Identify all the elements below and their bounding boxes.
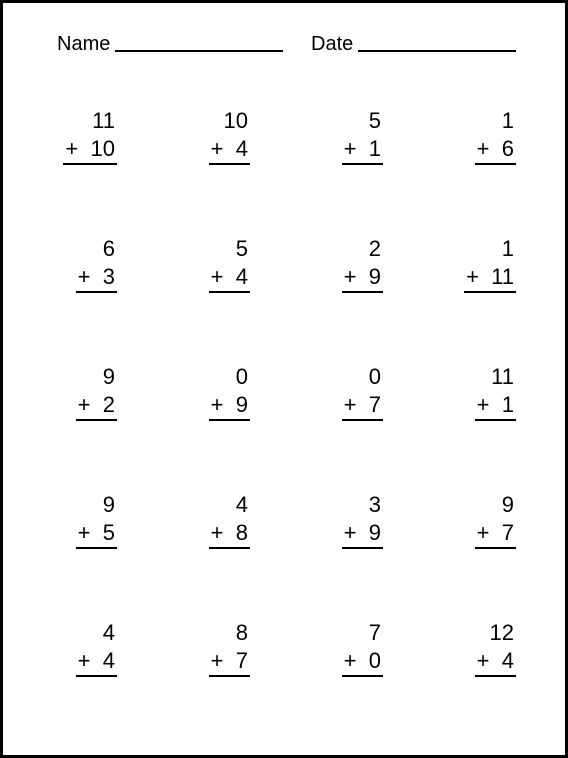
answer-rule xyxy=(475,547,516,549)
addition-problem xyxy=(130,491,250,549)
bottom-addend: 9 xyxy=(368,264,381,289)
bottom-addend-line xyxy=(78,263,117,291)
problem-row xyxy=(3,107,565,235)
addition-problem xyxy=(396,363,516,421)
name-label: Name xyxy=(57,33,111,55)
answer-rule xyxy=(342,675,383,677)
worksheet-header xyxy=(3,31,565,61)
bottom-addend-line xyxy=(78,647,117,675)
answer-rule xyxy=(475,675,516,677)
addition-problem xyxy=(0,235,117,293)
plus-sign: + xyxy=(77,264,91,289)
addition-problem xyxy=(130,363,250,421)
name-blank-line xyxy=(115,50,283,52)
plus-sign: + xyxy=(476,520,490,545)
addition-problem xyxy=(0,491,117,549)
top-addend: 7 xyxy=(368,620,381,645)
top-addend: 9 xyxy=(102,364,115,389)
plus-sign: + xyxy=(343,392,357,417)
top-addend: 11 xyxy=(491,364,514,389)
top-addend: 5 xyxy=(235,236,248,261)
bottom-addend: 1 xyxy=(501,392,514,417)
plus-sign: + xyxy=(210,520,224,545)
plus-sign: + xyxy=(476,392,490,417)
bottom-addend-line xyxy=(78,391,117,419)
answer-rule xyxy=(475,419,516,421)
bottom-addend: 8 xyxy=(235,520,248,545)
answer-rule xyxy=(342,547,383,549)
plus-sign: + xyxy=(476,648,490,673)
problem-row xyxy=(3,619,565,747)
addition-problem xyxy=(130,107,250,165)
addition-problem xyxy=(263,107,383,165)
bottom-addend-line xyxy=(477,391,516,419)
bottom-addend-line xyxy=(211,135,250,163)
bottom-addend-line xyxy=(344,263,383,291)
bottom-addend: 2 xyxy=(102,392,115,417)
answer-rule xyxy=(209,291,250,293)
bottom-addend: 10 xyxy=(90,136,115,161)
bottom-addend-line xyxy=(344,391,383,419)
date-label: Date xyxy=(311,33,354,55)
answer-rule xyxy=(76,419,117,421)
answer-rule xyxy=(464,291,516,293)
top-addend: 3 xyxy=(368,492,381,517)
bottom-addend: 1 xyxy=(368,136,381,161)
top-addend: 6 xyxy=(102,236,115,261)
bottom-addend-line xyxy=(477,519,516,547)
name-field xyxy=(57,31,283,57)
answer-rule xyxy=(209,419,250,421)
answer-rule xyxy=(209,163,250,165)
top-addend: 9 xyxy=(501,492,514,517)
top-addend: 1 xyxy=(501,108,514,133)
addition-problem xyxy=(0,363,117,421)
plus-sign: + xyxy=(65,136,79,161)
plus-sign: + xyxy=(343,136,357,161)
answer-rule xyxy=(209,675,250,677)
answer-rule xyxy=(63,163,117,165)
bottom-addend: 5 xyxy=(102,520,115,545)
plus-sign: + xyxy=(77,648,91,673)
bottom-addend-line xyxy=(344,519,383,547)
plus-sign: + xyxy=(210,136,224,161)
plus-sign: + xyxy=(343,520,357,545)
top-addend: 5 xyxy=(368,108,381,133)
top-addend: 8 xyxy=(235,620,248,645)
bottom-addend-line xyxy=(211,647,250,675)
top-addend: 11 xyxy=(92,108,115,133)
date-field xyxy=(311,31,516,57)
top-addend: 4 xyxy=(102,620,115,645)
bottom-addend: 4 xyxy=(235,136,248,161)
answer-rule xyxy=(76,675,117,677)
top-addend: 10 xyxy=(223,108,248,133)
answer-rule xyxy=(76,547,117,549)
bottom-addend-line xyxy=(477,647,516,675)
bottom-addend: 0 xyxy=(368,648,381,673)
bottom-addend: 7 xyxy=(368,392,381,417)
bottom-addend-line xyxy=(211,391,250,419)
plus-sign: + xyxy=(77,520,91,545)
top-addend: 9 xyxy=(102,492,115,517)
bottom-addend: 4 xyxy=(501,648,514,673)
answer-rule xyxy=(342,419,383,421)
top-addend: 1 xyxy=(501,236,514,261)
plus-sign: + xyxy=(476,136,490,161)
addition-problem xyxy=(396,107,516,165)
problem-row xyxy=(3,363,565,491)
plus-sign: + xyxy=(210,648,224,673)
plus-sign: + xyxy=(343,264,357,289)
addition-problem xyxy=(396,235,516,293)
bottom-addend: 4 xyxy=(235,264,248,289)
addition-problem xyxy=(263,363,383,421)
problem-row xyxy=(3,491,565,619)
top-addend: 2 xyxy=(368,236,381,261)
bottom-addend: 3 xyxy=(102,264,115,289)
addition-problem xyxy=(396,619,516,677)
problem-row xyxy=(3,235,565,363)
problem-grid xyxy=(3,107,565,747)
plus-sign: + xyxy=(210,264,224,289)
bottom-addend-line xyxy=(344,647,383,675)
addition-problem xyxy=(130,619,250,677)
addition-problem xyxy=(263,491,383,549)
answer-rule xyxy=(76,291,117,293)
bottom-addend-line xyxy=(211,263,250,291)
plus-sign: + xyxy=(466,264,479,289)
date-blank-line xyxy=(358,50,516,52)
plus-sign: + xyxy=(343,648,357,673)
top-addend: 0 xyxy=(368,364,381,389)
top-addend: 0 xyxy=(235,364,248,389)
answer-rule xyxy=(342,163,383,165)
addition-problem xyxy=(263,619,383,677)
plus-sign: + xyxy=(210,392,224,417)
bottom-addend-line xyxy=(466,263,516,291)
bottom-addend: 4 xyxy=(102,648,115,673)
bottom-addend-line xyxy=(344,135,383,163)
addition-problem xyxy=(263,235,383,293)
bottom-addend: 11 xyxy=(491,264,514,289)
bottom-addend-line xyxy=(211,519,250,547)
answer-rule xyxy=(342,291,383,293)
bottom-addend: 9 xyxy=(368,520,381,545)
plus-sign: + xyxy=(77,392,91,417)
top-addend: 4 xyxy=(235,492,248,517)
bottom-addend: 7 xyxy=(501,520,514,545)
bottom-addend: 7 xyxy=(235,648,248,673)
addition-problem xyxy=(0,619,117,677)
answer-rule xyxy=(209,547,250,549)
addition-problem xyxy=(0,107,117,165)
bottom-addend-line xyxy=(65,135,117,163)
top-addend: 12 xyxy=(489,620,514,645)
bottom-addend: 9 xyxy=(235,392,248,417)
bottom-addend: 6 xyxy=(501,136,514,161)
bottom-addend-line xyxy=(78,519,117,547)
addition-problem xyxy=(396,491,516,549)
answer-rule xyxy=(475,163,516,165)
bottom-addend-line xyxy=(477,135,516,163)
addition-problem xyxy=(130,235,250,293)
